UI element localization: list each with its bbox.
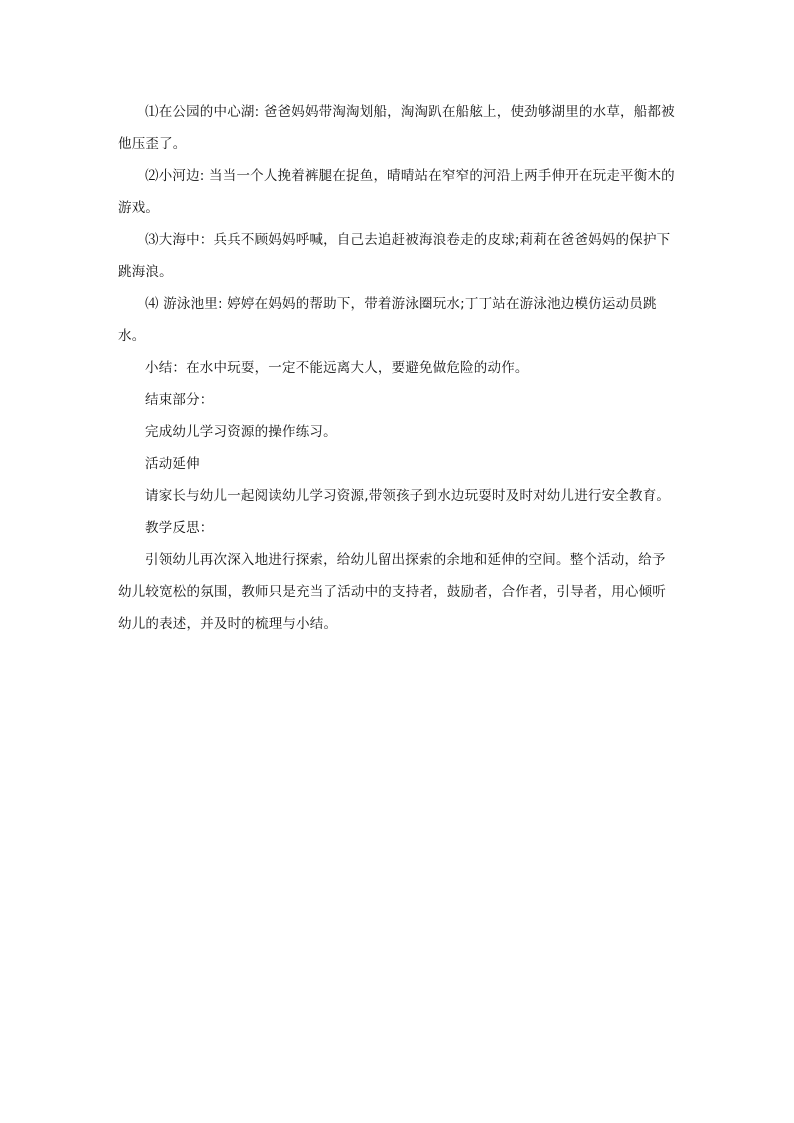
paragraph-pool: ⑷ 游泳池里: 婷婷在妈妈的帮助下，带着游泳圈玩水;丁丁站在游泳池边模仿运动员跳水。 xyxy=(118,296,657,344)
heading-activity-extension: 活动延伸 xyxy=(145,456,200,472)
paragraph-practice: 完成幼儿学习资源的操作练习。 xyxy=(145,424,337,440)
paragraph-riverside: ⑵小河边: 当当一个人挽着裤腿在捉鱼，晴晴站在窄窄的河沿上两手伸开在玩走平衡木的游戏。 xyxy=(118,168,675,216)
paragraph-summary: 小结：在水中玩耍，一定不能远离大人，要避免做危险的动作。 xyxy=(145,360,529,376)
document-body xyxy=(118,96,678,640)
paragraph-park-lake: ⑴在公园的中心湖: 爸爸妈妈带淘淘划船，淘淘趴在船舷上，使劲够湖里的水草，船都被他压歪了。 xyxy=(118,104,675,152)
paragraph-parent-reading: 请家长与幼儿一起阅读幼儿学习资源,带领孩子到水边玩耍时及时对幼儿进行安全教育。 xyxy=(145,488,671,504)
paragraph-sea: ⑶大海中：兵兵不顾妈妈呼喊，自己去追赶被海浪卷走的皮球;莉莉在爸爸妈妈的保护下跳海浪。 xyxy=(118,232,671,280)
heading-ending-part: 结束部分： xyxy=(145,392,214,408)
heading-teaching-reflection: 教学反思： xyxy=(145,520,214,536)
paragraph-reflection: 引领幼儿再次深入地进行探索，给幼儿留出探索的余地和延伸的空间。整个活动，给予幼儿较宽松的氛围，教师只是充当了活动中的支持者，鼓励者，合作者，引导者，用心倾听幼儿的表述，并及时的梳理与小结。 xyxy=(118,552,666,632)
